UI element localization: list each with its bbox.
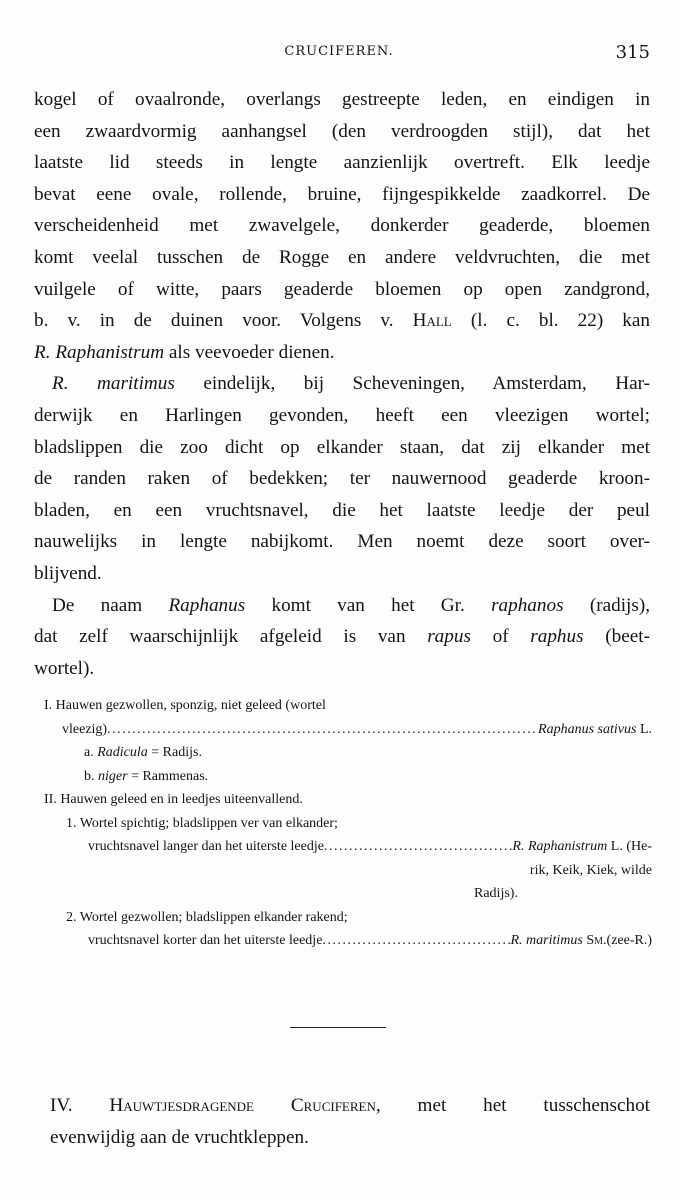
identification-key [44, 694, 652, 953]
key-text: vruchtsnavel langer dan het uiterste leedje [88, 839, 324, 854]
text-segment: of [492, 626, 509, 648]
key-line: II. Hauwen geleed en in leedjes uiteenvallend. [44, 792, 303, 807]
text-line [34, 337, 650, 369]
text-line: derwijk en Harlingen gevonden, heeft een vleezigen wortel; [34, 404, 650, 426]
key-label: b. [84, 768, 95, 784]
section-divider [290, 1027, 386, 1028]
text-line [50, 1090, 650, 1122]
page-number: 315 [615, 42, 650, 63]
species-name: Raphanus sativus [538, 721, 637, 737]
text-line [34, 305, 650, 337]
text-segment: komt van het Gr. [271, 594, 465, 616]
text-segment: dat zelf waarschijnlijk afgeleid is van [34, 626, 406, 648]
text-segment: (radijs), [589, 594, 650, 616]
body-text [34, 84, 650, 684]
text-segment: eindelijk, bij Scheveningen, Amsterdam, Har- [203, 373, 650, 395]
text-line: laatste lid steeds in lengte aanzienlijk overtreft. Elk leedje [34, 152, 650, 174]
key-line [44, 765, 652, 789]
leader-dots [322, 929, 510, 953]
text-line: bladslippen die zoo dicht op elkander staan, dat zij elkander met [34, 436, 650, 458]
text-line: bevat eene ovale, rollende, bruine, fijngespikkelde zaadkorrel. De [34, 183, 650, 205]
key-line [44, 835, 652, 859]
latin-term: raphus [530, 626, 584, 648]
species-name: R. maritimus [510, 933, 583, 948]
key-line: Radijs). [474, 886, 518, 901]
text-segment: als veevoeder dienen. [168, 341, 335, 363]
key-line: I. Hauwen gezwollen, sponzig, niet geleed (wortel [44, 698, 326, 713]
key-label: a. [84, 745, 94, 760]
text-line: bladen, en een vruchtsnavel, die het laatste leedje der peul [34, 499, 650, 521]
common-name: (zee-R.) [606, 933, 652, 948]
common-name: = Radijs. [151, 745, 202, 760]
text-line [34, 590, 650, 622]
section-numeral: IV. [50, 1095, 73, 1116]
key-text: vruchtsnavel korter dan het uiterste leedje [88, 933, 323, 948]
author-abbrev: Sm. [586, 933, 607, 948]
text-segment: b. v. in de duinen voor. Volgens v. [34, 310, 394, 332]
common-name: = Rammenas. [131, 768, 209, 784]
author-abbrev: L. (He- [610, 839, 652, 854]
text-line: vuilgele of witte, paars geaderde bloemen op open zandgrond, [34, 278, 650, 300]
key-line [44, 718, 652, 742]
text-line: evenwijdig aan de vruchtkleppen. [50, 1126, 309, 1148]
text-segment: (l. c. bl. 22) kan [470, 310, 650, 332]
section-title: Hauwtjesdragende Cruciferen, [109, 1095, 381, 1116]
text-line: kogel of ovaalronde, overlangs gestreepte leden, en eindigen in [34, 89, 650, 110]
running-title: CRUCIFEREN. [284, 44, 394, 59]
key-text: vleezig) [62, 721, 108, 737]
text-line: komt veelal tusschen de Rogge en andere veldvruchten, die met [34, 246, 650, 268]
variety-name: Radicula [97, 745, 148, 760]
leader-dots [107, 718, 538, 742]
species-name: R. Raphanistrum [34, 341, 165, 363]
species-name: R. maritimus [52, 373, 175, 395]
text-line: blijvend. [34, 562, 102, 584]
greek-term: raphanos [491, 594, 564, 616]
key-line [44, 741, 652, 765]
genus-name: Raphanus [168, 594, 246, 616]
text-line: nauwelijks in lengte nabijkomt. Men noemt deze soort over- [34, 531, 650, 553]
variety-name: niger [98, 768, 128, 784]
key-line: 2. Wortel gezwollen; bladslippen elkander rakend; [66, 909, 348, 925]
text-line [34, 621, 650, 653]
key-line: rik, Keik, Kiek, wilde [529, 862, 652, 878]
species-name: R. Raphanistrum [512, 839, 608, 854]
text-line: een zwaardvormig aanhangsel (den verdroogden stijl), dat het [34, 120, 650, 142]
text-segment: met het tusschenschot [417, 1095, 650, 1116]
text-line [34, 368, 650, 400]
key-line [44, 929, 652, 953]
text-line: de randen raken of bedekken; ter nauwernood geaderde kroon- [34, 468, 650, 490]
author-abbrev: L. [639, 721, 652, 737]
text-segment: (beet- [605, 626, 650, 648]
author-name: Hall [412, 310, 452, 332]
text-segment: De naam [52, 594, 143, 616]
section-heading [50, 1090, 650, 1153]
leader-dots [324, 835, 512, 859]
text-line: verscheidenheid met zwavelgele, donkerder geaderde, bloemen [34, 215, 650, 237]
latin-term: rapus [427, 626, 471, 648]
key-line: 1. Wortel spichtig; bladslippen ver van elkander; [66, 815, 338, 831]
text-line: wortel). [34, 657, 95, 679]
